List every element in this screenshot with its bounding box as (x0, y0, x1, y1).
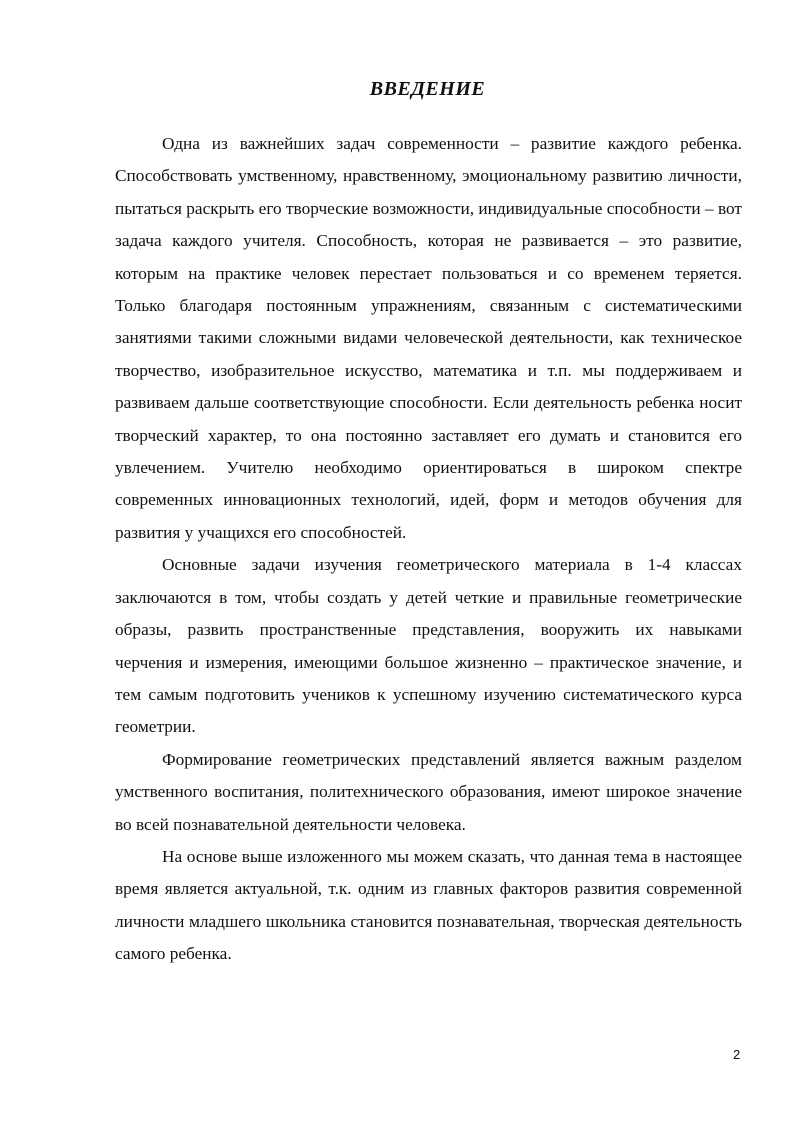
paragraph-2: Основные задачи изучения геометрического материала в 1-4 классах заключаются в том, чтобы создать у детей четкие и правильные геометрические образы, развить пространственные представления, вооружить их навыками черчения и измерения, имеющими большое жизненно – практическое значение, и тем самым подготовить учеников к успешному изучению систематического курса геометрии. (115, 555, 742, 737)
page-number: 2 (733, 1047, 741, 1062)
paragraph-1: Одна из важнейших задач современности – развитие каждого ребенка. Способствовать умственному, нравственному, эмоциональному развитию личности, пытаться раскрыть его творческие возможности, индивидуальные способности – вот задача каждого учителя. Способность, которая не развивается – это развитие, которым на практике человек перестает пользоваться и со временем теряется. Только благодаря постоянным упражнениям, связанным с систематическими занятиями такими сложными видами человеческой деятельности, как техническое творчество, изобразительное искусство, математика и т.п. мы поддерживаем и развиваем дальше соответствующие способности. Если деятельность ребенка носит творческий характер, то она постоянно заставляет его думать и становится его увлечением. Учителю необходимо ориентироваться в широком спектре современных инновационных технологий, идей, форм и методов обучения для развития у учащихся его способностей. (115, 134, 742, 542)
paragraph-4: На основе выше изложенного мы можем сказать, что данная тема в настоящее время является актуальной, т.к. одним из главных факторов развития современной личности младшего школьника становится познавательная, творческая деятельность самого ребенка. (115, 846, 742, 964)
document-body (115, 128, 742, 971)
paragraph-3: Формирование геометрических представлений является важным разделом умственного воспитания, политехнического образования, имеют широкое значение во всей познавательной деятельности человека. (115, 749, 742, 834)
page-title: ВВЕДЕНИЕ (369, 78, 486, 100)
